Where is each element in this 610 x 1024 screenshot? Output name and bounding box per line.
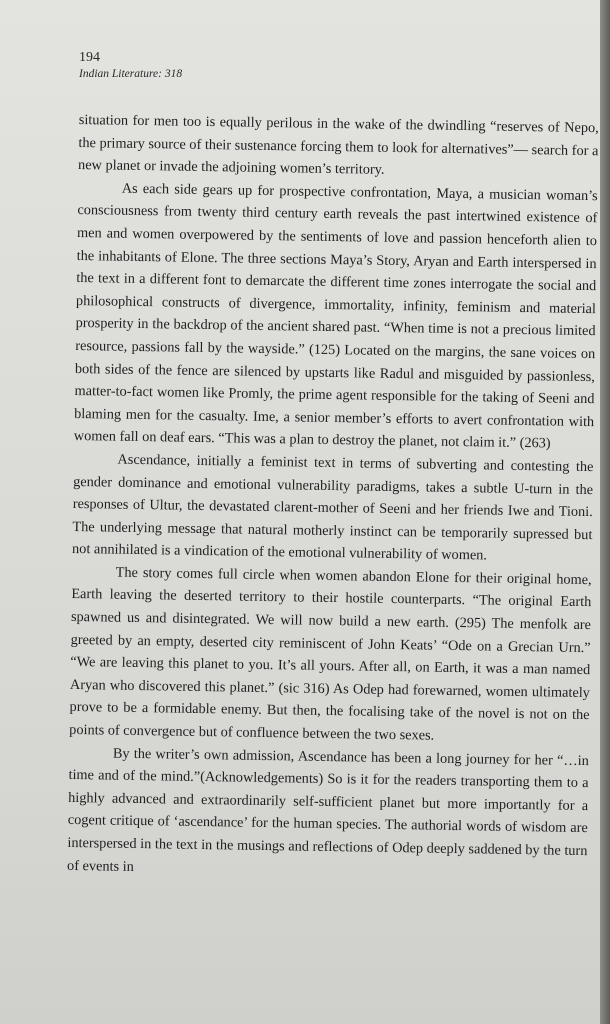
paragraph-2: As each side gears up for prospective confrontation, Maya, a musician woman’s consciousness from twenty third century earth reveals the past intertwined existence of men and women overpowered by the sentiments of love and passion henceforth alien to the inhabitants of Elone. The three sections Maya’s Story, Aryan and Earth interspersed in the text in a different font to demarcate the different time zones interrogate the social and philosophical constructs of divergence, immortality, infinity, feminism and material prosperity in the backdrop of the ancient shared past. “When time is not a precious limited resource, passions fall by the wayside.” (125) Located on the margins, the sane voices on both sides of the fence are silenced by upstarts like Radul and misguided by passionless, matter-to-fact women like Promly, the prime agent responsible for the taking of Seeni and blaming men for the casualty. Ime, a senior member’s efforts to avert confrontation with women fall on deaf ears. “This was a plan to destroy the planet, not claim it.” (263) bbox=[73, 180, 598, 452]
paragraph-1: situation for men too is equally perilous in the wake of the dwindling “reserves of Nepo, the primary source of their sustenance forcing them to look for alternatives”— search for a new planet or invade the adjoining women’s territory. bbox=[77, 111, 599, 178]
page-number: 194 bbox=[79, 50, 100, 65]
body-text bbox=[67, 109, 599, 885]
paragraph-5: By the writer’s own admission, Ascendance has been a long journey for her “…in time and of the mind.”(Acknowledgements) So is it for the readers transporting them to a highly advanced and extraordinarily self-sufficient planet but more importantly for a cogent critique of ‘ascendance’ for the human species. The authorial words of wisdom are interspersed in the text in the musings and reflections of Odep deeply saddened by the turn of events in bbox=[66, 745, 589, 875]
paragraph-3: Ascendance, initially a feminist text in terms of subverting and contesting the gender dominance and emotional vulnerability paradigms, takes a subtle U-turn in the responses of Ultur, the devastated clarent-mother of Seeni and her friends Iwe and Tioni. The underlying message that natural motherly instinct can be temporarily supressed but not annihilated is a vindication of the emotional vulnerability of women. bbox=[71, 451, 594, 564]
paragraph-4: The story comes full circle when women abandon Elone for their original home, Earth leaving the deserted territory to their hostile counterparts. “The original Earth spawned us and disintegrated. We will now build a new earth. (295) The menfolk are greeted by an empty, deserted city reminiscent of John Keats’ “Ode on a Grecian Urn.” “We are leaving this planet to you. It’s all yours. After all, on Earth, it was a man named Aryan who discovered this planet.” (sic 316) As Odep had forewarned, women ultimately prove to be a formidable enemy. But then, the focalising take of the novel is not on the points of convergence but of confluence between the two sexes. bbox=[69, 564, 592, 744]
page-edge-shadow bbox=[600, 0, 610, 1024]
running-head: Indian Literature: 318 bbox=[79, 68, 183, 80]
page-header bbox=[79, 50, 182, 80]
